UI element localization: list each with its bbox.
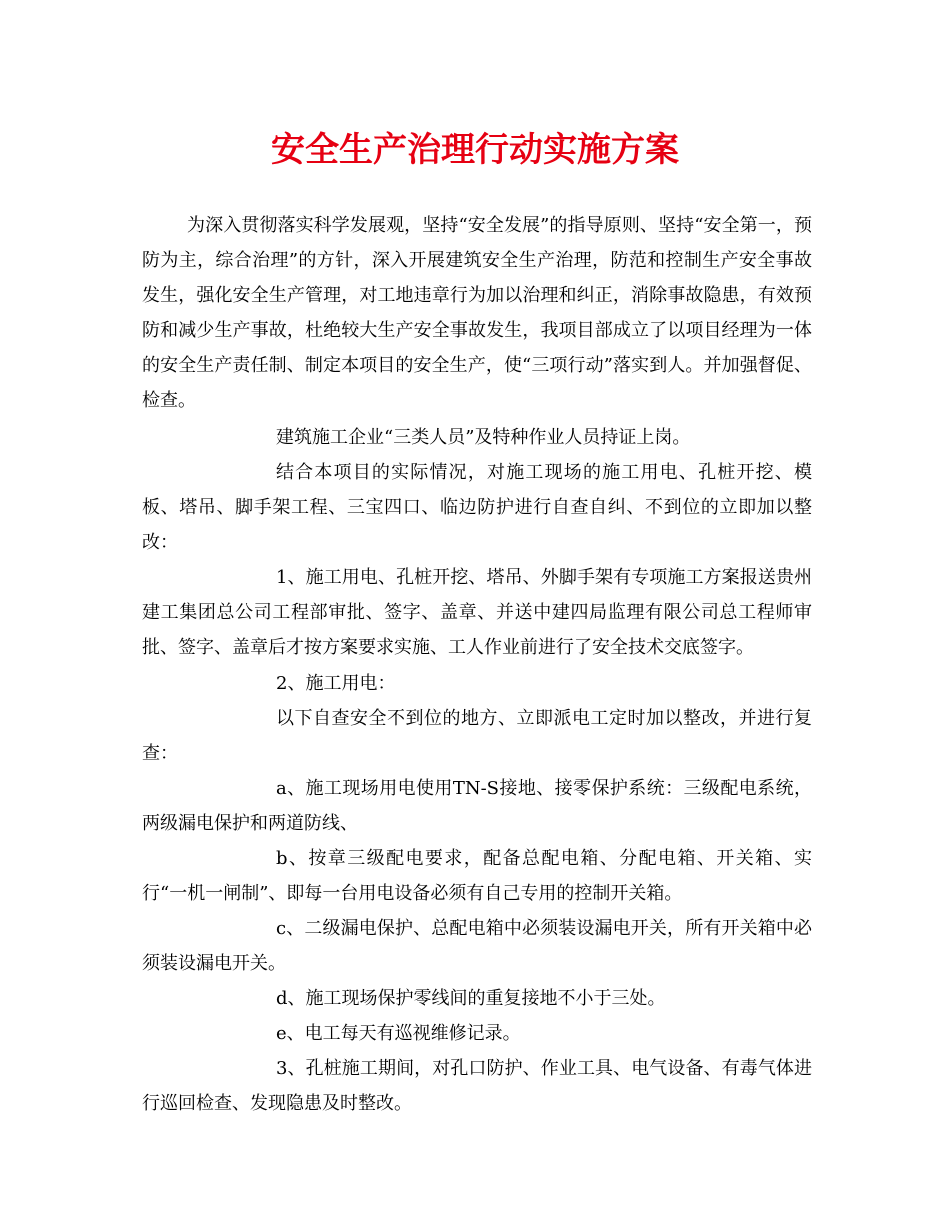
paragraph-item-b: b、按章三级配电要求，配备总配电箱、分配电箱、开关箱、实行“一机一闸制”、即每一台用电设备必须有自己专用的控制开关箱。 <box>142 848 812 904</box>
intro-paragraph: 为深入贯彻落实科学发展观，坚持“安全发展”的指导原则、坚持“安全第一，预防为主，综合治理”的方针，深入开展建筑安全生产治理，防范和控制生产安全事故发生，强化安全生产管理，对工地违章行为加以治理和纠正，消除事故隐患，有效预防和减少生产事故，杜绝较大生产安全事故发生，我项目部成立了以项目经理为一体的安全生产责任制、制定本项目的安全生产，使“三项行动”落实到人。并加强督促、检查。 <box>142 215 812 411</box>
paragraph-certification: 建筑施工企业“三类人员”及特种作业人员持证上岗。 <box>276 427 691 448</box>
paragraph-item-2: 2、施工用电： <box>276 673 396 694</box>
paragraph-item-a: a、施工现场用电使用TN-S接地、接零保护系统：三级配电系统，两级漏电保护和两道防线、 <box>142 778 812 834</box>
paragraph-item-e: e、电工每天有巡视维修记录。 <box>276 1023 521 1044</box>
paragraph-recheck: 以下自查安全不到位的地方、立即派电工定时加以整改，并进行复查： <box>142 708 812 764</box>
paragraph-item-c: c、二级漏电保护、总配电箱中必须装设漏电开关，所有开关箱中必须装设漏电开关。 <box>142 918 812 974</box>
paragraph-item-1: 1、施工用电、孔桩开挖、塔吊、外脚手架有专项施工方案报送贵州建工集团总公司工程部审批、签字、盖章、并送中建四局监理有限公司总工程师审批、签字、盖章后才按方案要求实施、工人作业前进行了安全技术交底签字。 <box>142 567 812 658</box>
paragraph-item-d: d、施工现场保护零线间的重复接地不小于三处。 <box>276 988 666 1009</box>
paragraph-item-3: 3、孔桩施工期间，对孔口防护、作业工具、电气设备、有毒气体进行巡回检查、发现隐患及时整改。 <box>142 1058 812 1114</box>
document-title: 安全生产治理行动实施方案 <box>271 130 679 170</box>
paragraph-self-inspection: 结合本项目的实际情况，对施工现场的施工用电、孔桩开挖、模板、塔吊、脚手架工程、三宝四口、临边防护进行自查自纠、不到位的立即加以整改： <box>142 462 812 553</box>
